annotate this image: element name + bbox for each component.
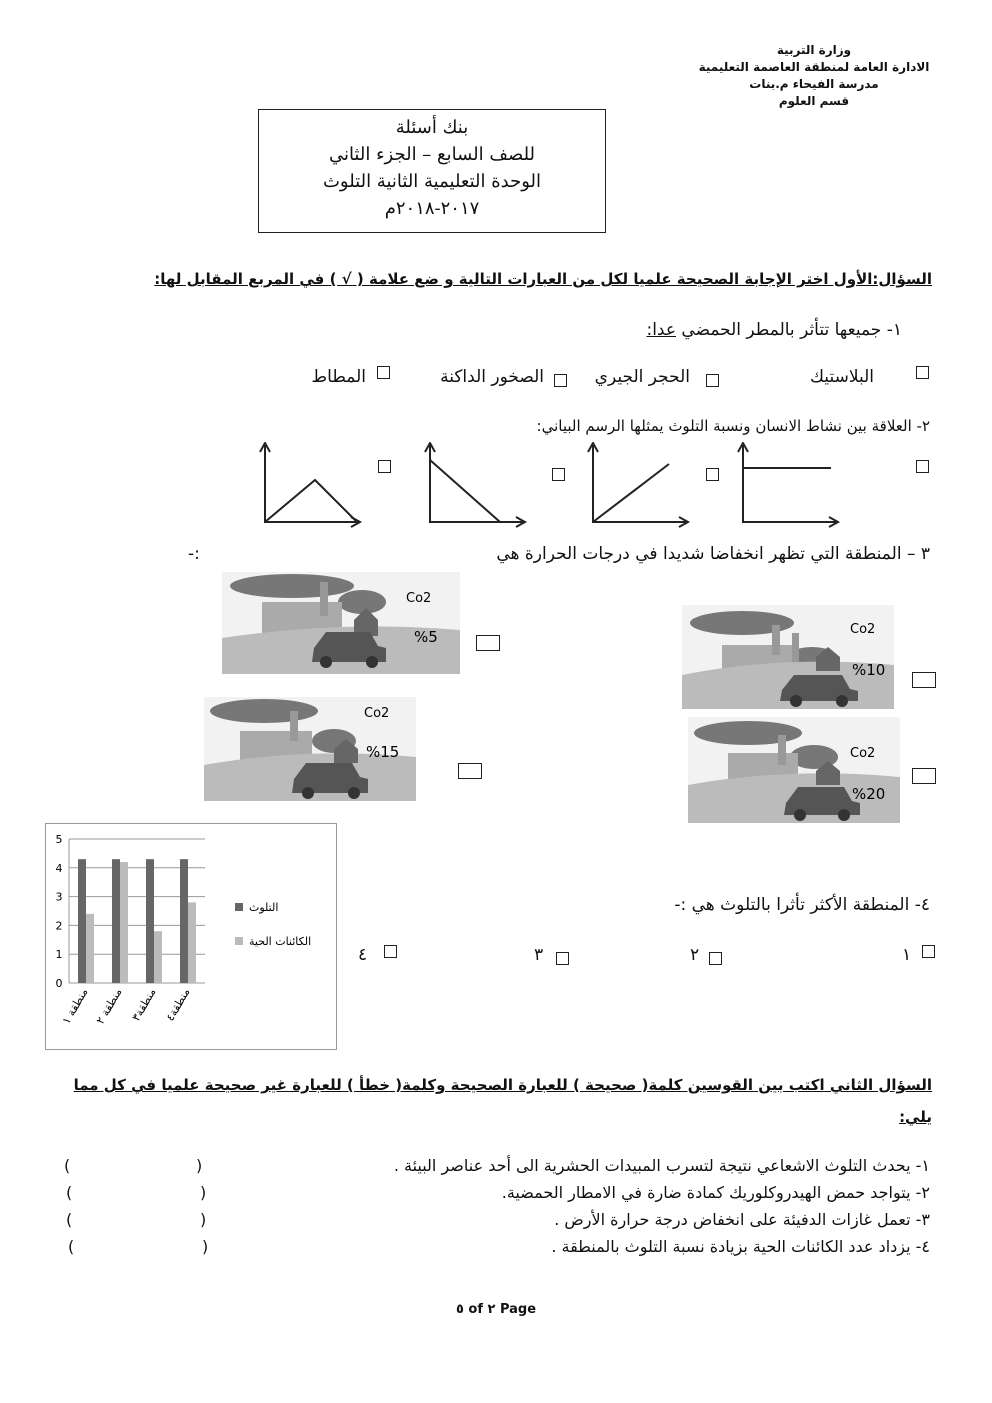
legend-label-pollution: التلوث [249,901,279,914]
wheel [838,809,850,821]
q2-statement-2: ٢- يتواجد حمض الهيدروكلوريك كمادة ضارة في الامطار الحمضية. [501,1183,930,1202]
smoke-cloud [230,574,354,598]
graph-option-rise-fall-checkbox[interactable] [378,460,391,473]
q2-statement-4-open-paren: ( [202,1237,209,1256]
chart-bar-organisms [188,902,196,983]
chart-bar-pollution [78,859,86,983]
scene-20-checkbox[interactable] [912,768,936,784]
graph-line [265,480,357,522]
item4-option4-checkbox[interactable] [384,945,397,958]
school-name: مدرسة الفيحاء م.بنات [749,77,879,91]
legend-label-organisms: الكائنات الحية [249,935,312,948]
graph-axes [430,444,524,522]
item4-option2-checkbox[interactable] [709,952,722,965]
chart-ytick-label: 4 [55,861,63,875]
scene-10-checkbox[interactable] [912,672,936,688]
question1-heading: السؤال:الأول اختر الإجابة الصحيحة علميا لكل من العبارات التالية و ضع علامة ( √ ) في المربع المقابل لها: [154,270,932,288]
chart-category-label: منطقة ١ [59,986,91,1027]
item1-stem [646,320,902,340]
q2-statement-1-close-paren: ) [64,1156,71,1175]
scene-percent-label: %5 [414,628,438,646]
chart-ytick-label: 0 [55,977,63,990]
scene-percent-label: %10 [852,661,886,679]
q2-statement-2-close-paren: ) [66,1183,73,1202]
item4-option2-label: ٢ [690,945,700,965]
school-header [684,42,944,110]
q2-statement-3-close-paren: ) [66,1210,73,1229]
pollution-scene-20 [688,717,900,823]
item1-stem-emphasis: عدا: [646,320,676,340]
scene-gas-label: Co2 [850,746,876,761]
chart-bar-pollution [180,859,188,983]
item2-stem: ٢- العلاقة بين نشاط الانسان ونسبة التلوث يمثلها الرسم البياني: [536,417,930,435]
chart-bar-organisms [154,931,162,983]
scene-15-checkbox[interactable] [458,763,482,779]
chimney [778,735,786,765]
scene-gas-label: Co2 [406,591,432,606]
ministry-name: وزارة التربية [776,43,852,57]
item1-option2-label: الحجر الجيري [594,367,690,387]
title-line-4: ٢٠١٧-٢٠١٨م [384,198,480,219]
pollution-bar-chart [45,823,337,1050]
graph-line [593,464,669,522]
chart-bar-organisms [86,914,94,983]
item4-option3-checkbox[interactable] [556,952,569,965]
pollution-scene-5 [222,572,460,674]
graph-option-decreasing [420,442,530,530]
chimney [772,625,780,655]
chart-ytick-label: 5 [55,833,63,846]
chart-ytick-label: 1 [55,948,63,962]
item1-option1-checkbox[interactable] [916,366,929,379]
page-footer: ٥ of ٢ Page [455,1302,537,1317]
item1-stem-main: ١- جميعها تتأثر بالمطر الحمضي [676,320,902,340]
wheel [790,695,802,707]
graph-option-decreasing-checkbox[interactable] [552,468,565,481]
legend-swatch-organisms [235,937,243,945]
pollution-scene-15 [204,697,416,801]
item4-option1-checkbox[interactable] [922,945,935,958]
title-line-1: بنك أسئلة [395,117,469,138]
chart-bar-pollution [146,859,154,983]
item1-option4-checkbox[interactable] [377,366,390,379]
chart-category-label: منطقة ٢ [93,986,125,1027]
title-line-2: للصف السابع – الجزء الثاني [328,144,536,165]
chart-category-label: منطقة٤ [163,986,193,1024]
wheel [836,695,848,707]
scene-gas-label: Co2 [364,706,390,721]
item3-stem: ٣ – المنطقة التي تظهر انخفاضا شديدا في درجات الحرارة هي [496,544,930,564]
scene-percent-label: %15 [366,743,400,761]
scene-percent-label: %20 [852,785,886,803]
wheel [320,656,332,668]
wheel [366,656,378,668]
item3-stem-end: :- [188,544,200,564]
wheel [794,809,806,821]
smoke-cloud [210,699,318,723]
chart-bar-pollution [112,859,120,983]
q2-statement-1-open-paren: ( [196,1156,203,1175]
pollution-scene-10 [682,605,894,709]
graph-option-constant [733,442,843,530]
q2-statement-3: ٣- تعمل غازات الدفيئة على انخفاض درجة حرارة الأرض . [554,1210,930,1229]
graph-axes [743,444,837,522]
wheel [302,787,314,799]
graph-option-increasing-checkbox[interactable] [706,468,719,481]
item1-option2-checkbox[interactable] [706,374,719,387]
chart-bar-organisms [120,862,128,983]
chimney [792,633,799,663]
item4-option3-label: ٣ [534,945,544,965]
scene-5-checkbox[interactable] [476,635,500,651]
item1-option4-label: المطاط [311,367,366,387]
question2-heading-line1: السؤال الثاني اكتب بين القوسين كلمة( صحيحة ) للعبارة الصحيحة وكلمة( خطأ ) للعبارة غير صحيحة علميا في كل مما [73,1076,932,1094]
scene-gas-label: Co2 [850,622,876,637]
graph-option-increasing [583,442,693,530]
chart-ytick-label: 2 [55,919,63,933]
department-name: قسم العلوم [778,94,850,108]
legend-swatch-pollution [235,903,243,911]
item1-option1-label: البلاستيك [809,367,874,387]
question2-heading-line2: يلي: [899,1108,932,1126]
chart-category-label: منطقة٣ [129,986,159,1024]
graph-line [430,460,500,522]
title-line-3: الوحدة التعليمية الثانية التلوث [322,171,542,192]
chart-ytick-label: 3 [55,890,63,904]
smoke-cloud [338,590,386,614]
item4-option1-label: ١ [902,945,912,965]
q2-statement-1: ١- يحدث التلوث الاشعاعي نتيجة لتسرب المبيدات الحشرية الى أحد عناصر البيئة . [393,1156,930,1175]
title-box [258,109,606,233]
administration-name: الادارة العامة لمنطقة العاصمة التعليمية [698,60,930,74]
wheel [348,787,360,799]
item4-stem: ٤- المنطقة الأكثر تأثرا بالتلوث هي :- [674,895,930,915]
q2-statement-2-open-paren: ( [200,1183,207,1202]
item4-option4-label: ٤ [358,945,368,965]
q2-statement-3-open-paren: ( [200,1210,207,1229]
q2-statement-4-close-paren: ) [68,1237,75,1256]
item1-option3-checkbox[interactable] [554,374,567,387]
q2-statement-4: ٤- يزداد عدد الكائنات الحية بزيادة نسبة التلوث بالمنطقة . [551,1237,930,1256]
chimney [320,582,328,616]
item1-option3-label: الصخور الداكنة [440,367,544,387]
graph-option-rise-fall [255,442,365,530]
chimney [290,711,298,741]
graph-option-constant-checkbox[interactable] [916,460,929,473]
